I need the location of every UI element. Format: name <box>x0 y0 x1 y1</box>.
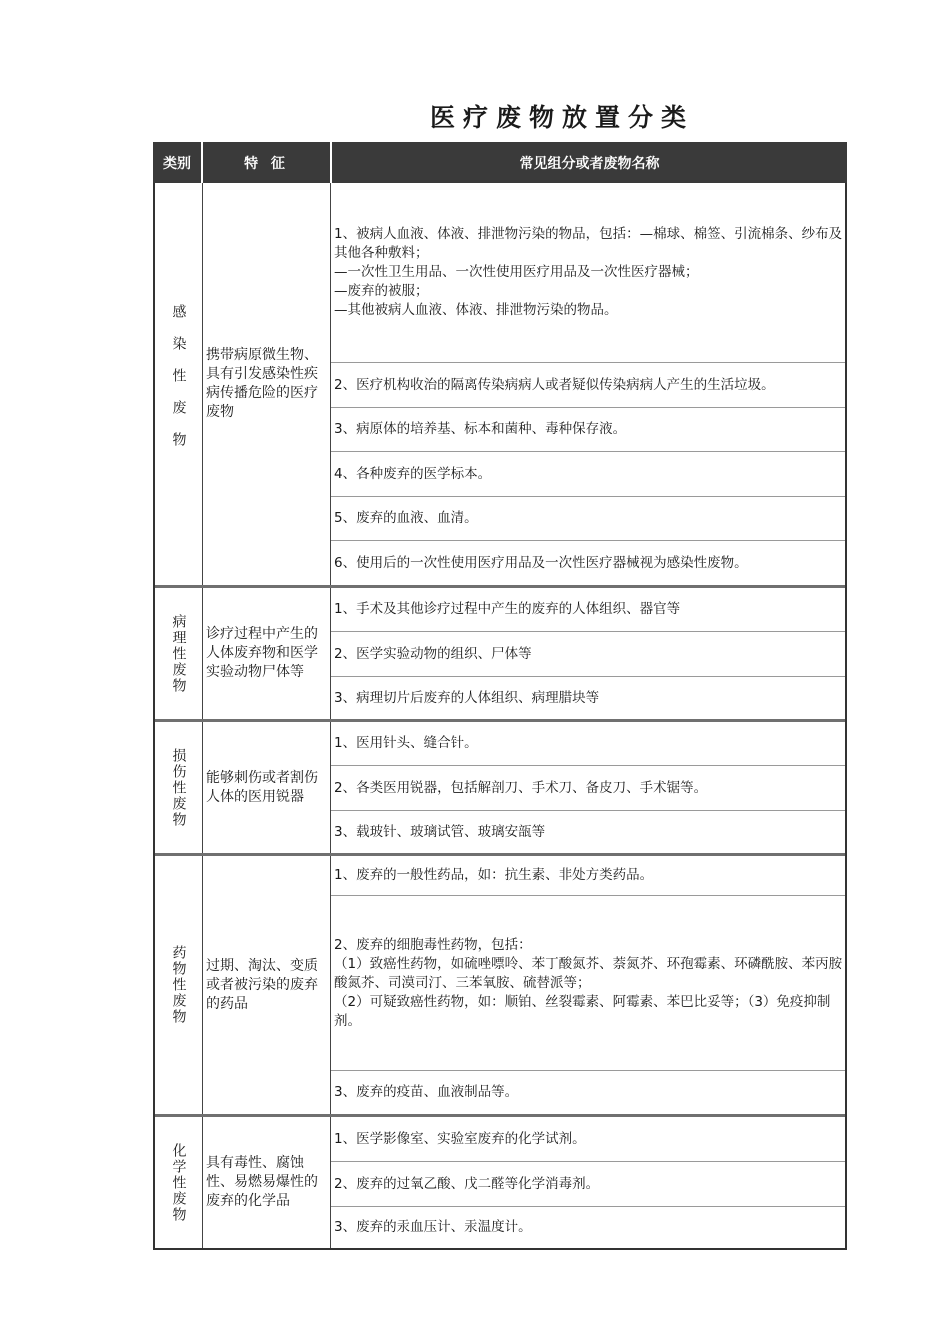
list-item <box>331 722 845 765</box>
list-item <box>331 496 845 540</box>
list-item <box>331 540 845 585</box>
category-label: 感染性废物 <box>170 304 187 464</box>
feature-cell <box>203 588 331 719</box>
item-text: 6、使用后的一次性使用医疗用品及一次性医疗器械视为感染性废物。 <box>334 554 748 571</box>
list-item <box>331 1070 845 1114</box>
waste-classification-table <box>153 142 847 1250</box>
group-pathological <box>155 585 845 719</box>
header-components: 常见组分或者废物名称 <box>519 155 660 172</box>
feature-text: 诊疗过程中产生的人体废弃物和医学实验动物尸体等 <box>206 626 318 680</box>
item-list <box>331 1117 845 1248</box>
group-sharps <box>155 719 845 853</box>
list-item <box>331 1161 845 1206</box>
header-category: 类别 <box>153 142 203 183</box>
item-text: 1、废弃的一般性药品，如：抗生素、非处方类药品。 <box>334 867 654 883</box>
category-label: 药物性废物 <box>170 945 187 1025</box>
category-label: 化学性废物 <box>170 1142 187 1223</box>
list-item <box>331 407 845 451</box>
item-text: 3、载玻针、玻璃试管、玻璃安瓿等 <box>334 823 546 840</box>
category-cell <box>155 1117 203 1248</box>
item-list <box>331 183 845 585</box>
item-text: 3、废弃的疫苗、血液制品等。 <box>334 1084 519 1100</box>
list-item <box>331 676 845 719</box>
item-text: 1、手术及其他诊疗过程中产生的废弃的人体组织、器官等 <box>334 601 681 617</box>
item-text: 1、医学影像室、实验室废弃的化学试剂。 <box>334 1130 586 1147</box>
category-label: 病理性废物 <box>170 613 187 694</box>
feature-text: 具有毒性、腐蚀性、易燃易爆性的废弃的化学品 <box>206 1155 318 1209</box>
item-text: 2、废弃的过氧乙酸、戊二醛等化学消毒剂。 <box>334 1175 600 1192</box>
list-item <box>331 765 845 810</box>
item-list <box>331 856 845 1114</box>
item-text: 2、医疗机构收治的隔离传染病病人或者疑似传染病病人产生的生活垃圾。 <box>334 376 775 393</box>
item-text: 3、病理切片后废弃的人体组织、病理腊块等 <box>334 689 600 706</box>
item-list <box>331 722 845 853</box>
category-cell <box>155 588 203 719</box>
group-infectious <box>155 183 845 585</box>
list-item <box>331 1206 845 1248</box>
list-item <box>331 895 845 1070</box>
page-title: 医疗废物放置分类 <box>429 103 694 132</box>
list-item <box>331 1117 845 1161</box>
table-header <box>153 142 847 183</box>
item-text: 5、废弃的血液、血清。 <box>334 510 478 526</box>
item-text: 3、病原体的培养基、标本和菌种、毒种保存液。 <box>334 421 627 437</box>
feature-cell <box>203 722 331 853</box>
item-text: 1、医用针头、缝合针。 <box>334 735 478 751</box>
item-text: 3、废弃的汞血压计、汞温度计。 <box>334 1219 532 1235</box>
list-item <box>331 588 845 631</box>
item-text: 2、废弃的细胞毒性药物，包括： （1）致癌性药物，如硫唑嘌呤、苯丁酸氮芥、萘氮芥、环孢霉素、环磷酰胺、苯丙胺酸氮芥、司漠司汀、三苯氧胺、硫替派等； （2）可疑致癌性药物，如：顺铂、丝裂霉素、阿霉素、苯巴比妥等；（3）免疫抑制剂。 <box>334 936 843 1029</box>
group-pharmaceutical <box>155 853 845 1114</box>
item-list <box>331 588 845 719</box>
list-item <box>331 451 845 496</box>
list-item <box>331 183 845 362</box>
category-cell <box>155 856 203 1114</box>
list-item <box>331 362 845 407</box>
list-item <box>331 810 845 853</box>
category-cell <box>155 722 203 853</box>
feature-cell <box>203 183 331 585</box>
item-text: 2、各类医用锐器，包括解剖刀、手术刀、备皮刀、手术锯等。 <box>334 779 708 796</box>
feature-text: 过期、淘汰、变质或者被污染的废弃的药品 <box>206 957 318 1012</box>
item-text: 1、被病人血液、体液、排泄物污染的物品，包括：—棉球、棉签、引流棉条、纱布及其他各种敷料； —一次性卫生用品、一次性使用医疗用品及一次性医疗器械； —废弃的被服； —其他被病人血液、体液、排泄物污染的物品。 <box>334 226 843 318</box>
item-text: 2、医学实验动物的组织、尸体等 <box>334 645 532 662</box>
feature-text: 携带病原微生物、具有引发感染性疾病传播危险的医疗废物 <box>206 347 318 420</box>
header-feature: 特 征 <box>203 142 332 183</box>
group-chemical <box>155 1114 845 1248</box>
category-label: 损伤性废物 <box>170 747 187 828</box>
list-item <box>331 856 845 895</box>
category-cell <box>155 183 203 585</box>
feature-cell <box>203 1117 331 1248</box>
feature-cell <box>203 856 331 1114</box>
list-item <box>331 631 845 676</box>
item-text: 4、各种废弃的医学标本。 <box>334 465 492 482</box>
feature-text: 能够刺伤或者割伤人体的医用锐器 <box>206 769 318 805</box>
